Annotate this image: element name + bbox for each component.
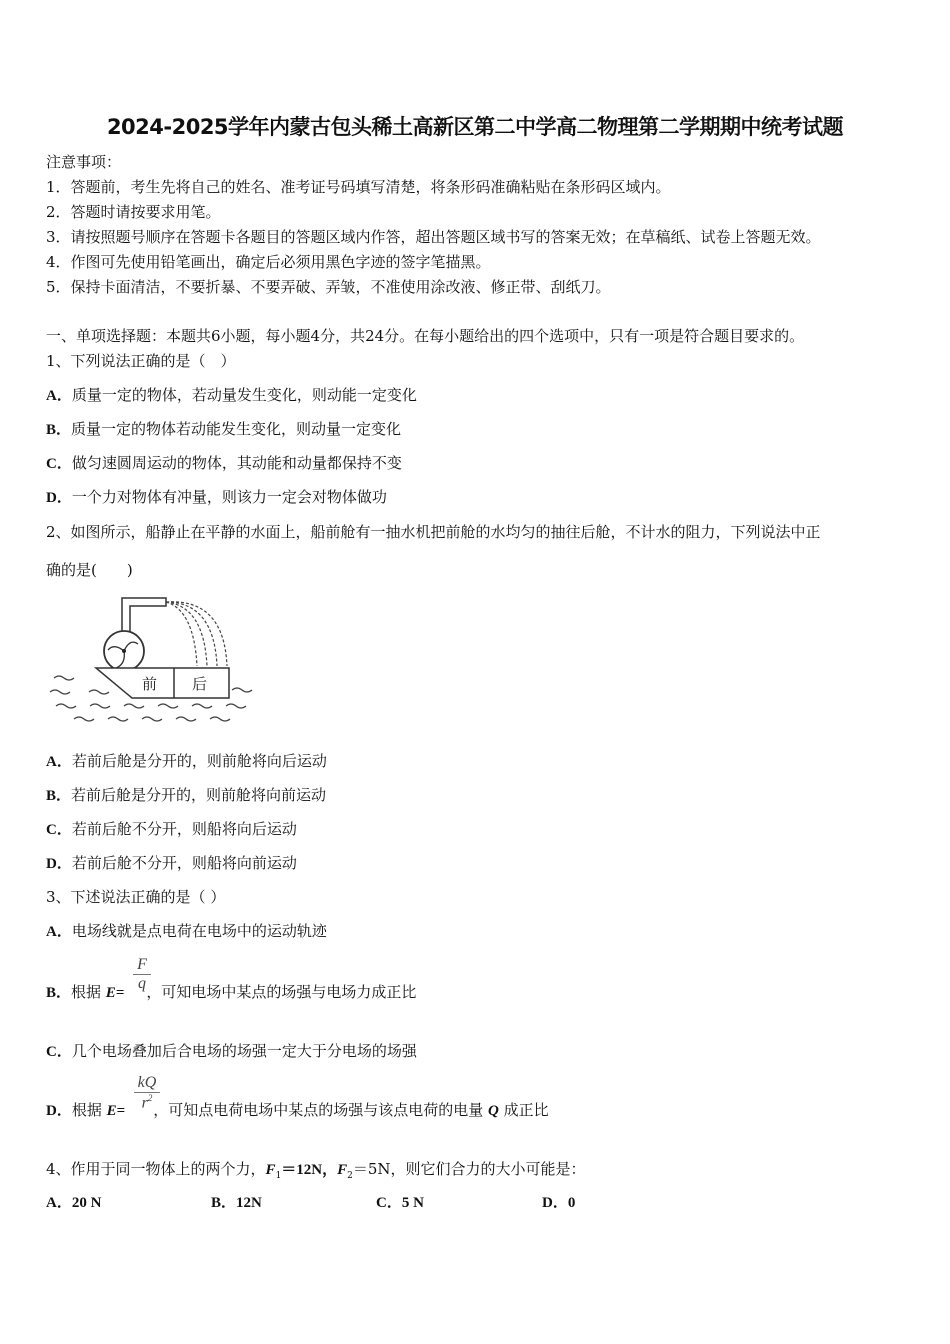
back-cabin-label: 后 (192, 675, 208, 693)
section-heading: 一、单项选择题：本题共6小题，每小题4分，共24分。在每小题给出的四个选项中，只有一项是符合题目要求的。 (46, 327, 805, 345)
math-var: F (265, 1162, 276, 1178)
math-var: E (105, 985, 116, 1001)
notice-item: 2．答题时请按要求用笔。 (46, 203, 221, 221)
option-text: 根据 (71, 1101, 107, 1119)
notice-item: 5．保持卡面清洁，不要折暴、不要弄破、弄皱，不准使用涂改液、修正带、刮纸刀。 (46, 278, 611, 296)
exponent: 2 (147, 1093, 153, 1103)
option-text: ，可知电场中某点的场强与电场力成正比 (146, 983, 417, 1001)
option-key: D． (542, 1195, 568, 1211)
option-text: 若前后舱不分开，则船将向前运动 (71, 854, 297, 872)
option-text: 质量一定的物体若动能发生变化，则动量一定变化 (71, 420, 402, 438)
subscript: 2 (347, 1171, 353, 1181)
option-text: 若前后舱不分开，则船将向后运动 (71, 820, 297, 838)
fraction-kq-over-r2 (134, 1074, 160, 1112)
option-text: 12N (236, 1195, 262, 1211)
question-2-stem-cont: 确的是( ) (46, 561, 133, 579)
option-key: D． (46, 1103, 72, 1119)
q4-option-b (211, 1194, 262, 1212)
option-text: 若前后舱是分开的，则前舱将向前运动 (71, 786, 327, 804)
equals-sign: = (115, 985, 125, 1001)
notice-heading: 注意事项： (46, 153, 122, 171)
option-text: 5 N (401, 1195, 424, 1211)
q3-option-a (46, 922, 327, 941)
denominator: q (138, 975, 146, 992)
question-4-stem (46, 1160, 586, 1185)
q2-option-d (46, 854, 297, 873)
option-text: 一个力对物体有冲量，则该力一定会对物体做功 (71, 488, 387, 506)
question-2-stem: 2、如图所示，船静止在平静的水面上，船前舱有一抽水机把前舱的水均匀的抽往后舱，不计水的阻力，下列说法中正 (46, 523, 821, 541)
option-key: A． (46, 754, 72, 770)
option-key: C． (46, 456, 72, 472)
option-key: C． (376, 1195, 402, 1211)
value-text: ＝12N， (281, 1162, 338, 1178)
option-key: C． (46, 822, 72, 838)
math-var: Q (487, 1103, 499, 1119)
q3-option-b (46, 983, 416, 1002)
option-text: 几个电场叠加后合电场的场强一定大于分电场的场强 (71, 1042, 417, 1060)
option-key: D． (46, 490, 72, 506)
question-1-stem: 1、下列说法正确的是（ ） (46, 352, 236, 370)
option-key: B． (46, 422, 72, 438)
q4-option-d (542, 1194, 575, 1212)
option-text: 0 (567, 1195, 576, 1211)
option-text: 若前后舱是分开的，则前舱将向后运动 (71, 752, 327, 770)
math-var: F (337, 1162, 348, 1178)
option-key: C． (46, 1044, 72, 1060)
question-3-stem: 3、下述说法正确的是（ ） (46, 888, 226, 906)
notice-item: 4．作图可先使用铅笔画出，确定后必须用黑色字迹的签字笔描黑。 (46, 253, 491, 271)
option-text: 做匀速圆周运动的物体，其动能和动量都保持不变 (71, 454, 402, 472)
option-text: 质量一定的物体，若动量发生变化，则动能一定变化 (71, 386, 417, 404)
numerator: kQ (137, 1074, 157, 1091)
denominator: r (141, 1094, 148, 1112)
notice-item: 1．答题前，考生先将自己的姓名、准考证号码填写清楚，将条形码准确粘贴在条形码区域内。 (46, 178, 671, 196)
q2-option-b (46, 786, 326, 805)
q1-option-a (46, 386, 417, 405)
q1-option-d (46, 488, 387, 507)
option-text: 根据 (71, 983, 106, 1001)
option-key: A． (46, 924, 72, 940)
page-title: 2024-2025学年内蒙古包头稀土高新区第二中学高二物理第二学期期中统考试题 (106, 115, 844, 139)
option-key: B． (211, 1195, 237, 1211)
option-key: B． (46, 985, 72, 1001)
fraction-f-over-q (133, 956, 151, 993)
equals-sign: = (116, 1103, 126, 1119)
q3-option-c (46, 1042, 417, 1061)
numerator: F (137, 956, 147, 973)
notice-item: 3．请按照题号顺序在答题卡各题目的答题区域内作答，超出答题区域书写的答案无效；在草稿纸、试卷上答题无效。 (46, 228, 821, 246)
q4-option-a (46, 1194, 101, 1212)
option-text: ，可知点电荷电场中某点的场强与该点电荷的电量 (153, 1101, 488, 1119)
option-key: B． (46, 788, 72, 804)
q4-option-c (376, 1194, 424, 1212)
option-text: 20 N (71, 1195, 102, 1211)
subscript: 1 (275, 1171, 282, 1181)
option-text: 电场线就是点电荷在电场中的运动轨迹 (71, 922, 327, 940)
q2-option-a (46, 752, 327, 771)
q1-option-c (46, 454, 402, 473)
stem-text: 4、作用于同一物体上的两个力， (46, 1160, 266, 1178)
boat-pump-figure (44, 588, 264, 723)
option-text: 成正比 (498, 1101, 549, 1119)
math-var: E (106, 1103, 117, 1119)
option-key: A． (46, 1195, 72, 1211)
front-cabin-label: 前 (142, 675, 158, 693)
option-key: D． (46, 856, 72, 872)
q2-option-c (46, 820, 297, 839)
q1-option-b (46, 420, 401, 439)
value-text: ＝5N，则它们合力的大小可能是： (352, 1160, 586, 1178)
option-key: A． (46, 388, 72, 404)
q3-option-d (46, 1101, 549, 1120)
